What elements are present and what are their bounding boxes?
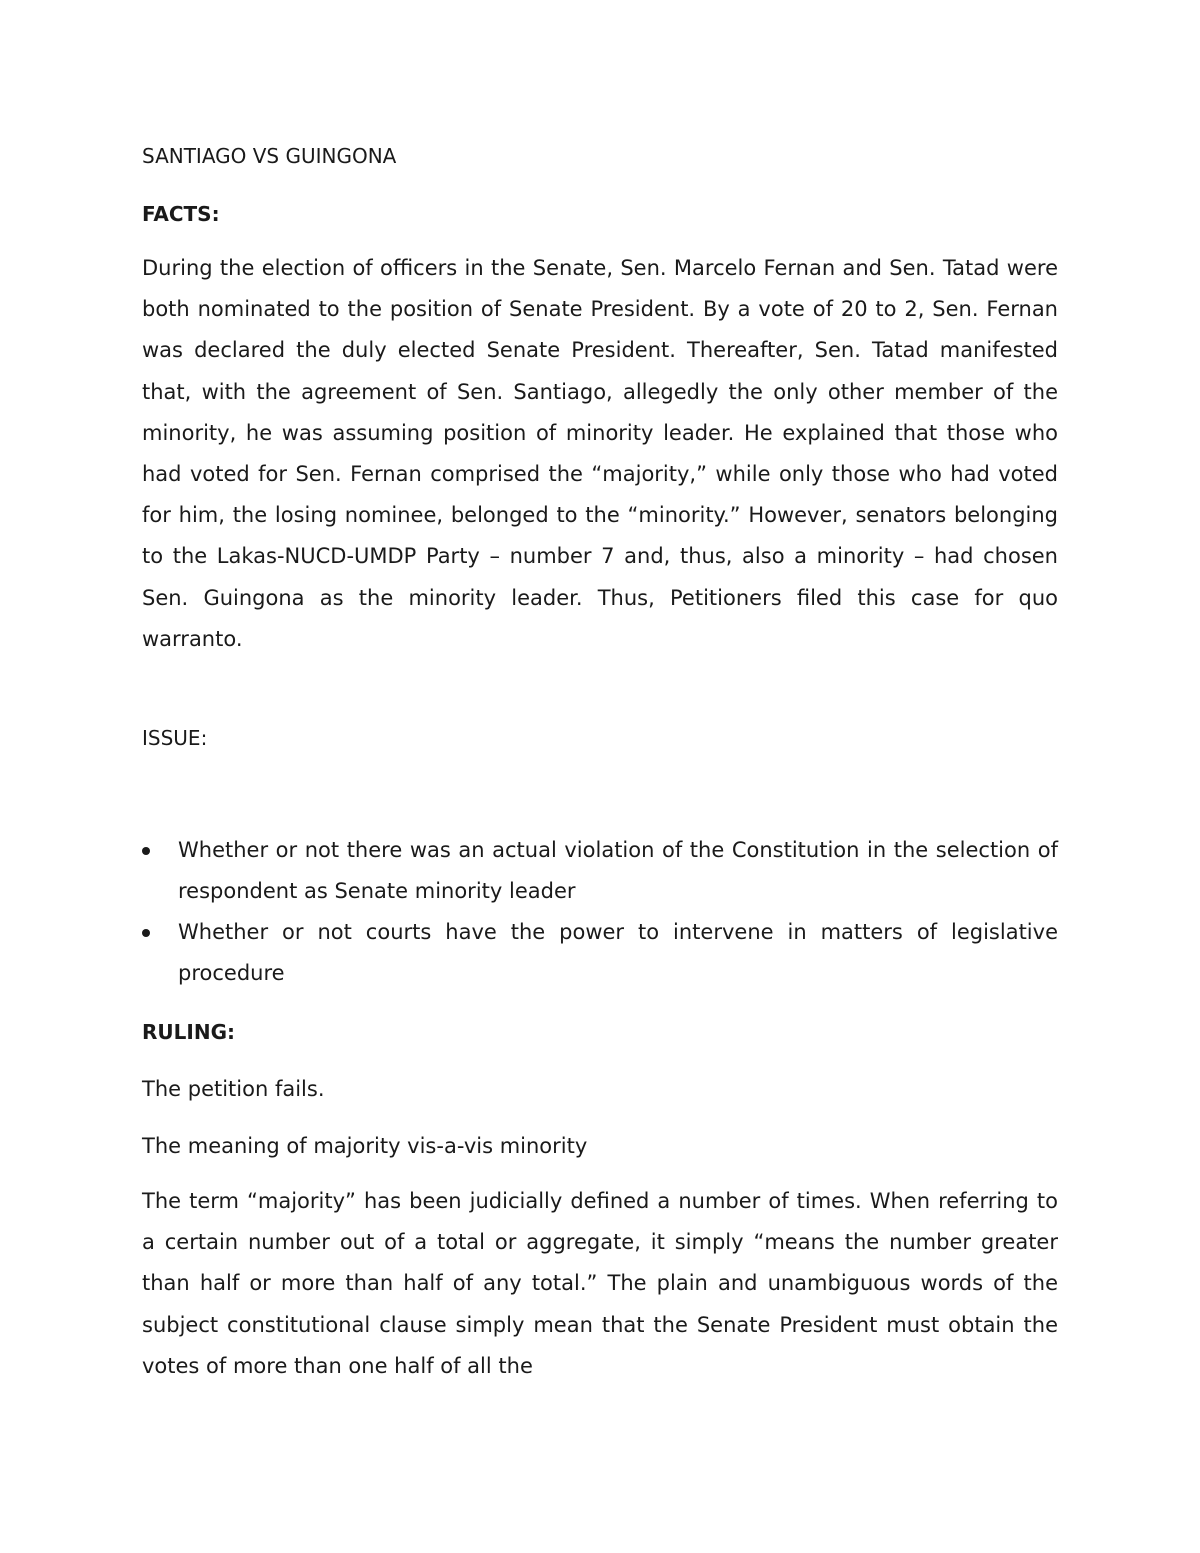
facts-heading: FACTS: [142,202,220,226]
document-title: SANTIAGO VS GUINGONA [142,144,397,168]
issue-text: Whether or not there was an actual violation of the Constitution in the selection of respondent as Senate minority leader [178,838,1058,903]
ruling-heading: RULING: [142,1020,235,1044]
issue-list [142,830,1058,994]
ruling-subheading: The meaning of majority vis-a-vis minority [142,1134,588,1158]
issue-text: Whether or not courts have the power to intervene in matters of legislative procedure [178,920,1058,985]
bullet-icon [142,929,150,937]
ruling-paragraph: The term “majority” has been judicially defined a number of times. When referring to a certain number out of a total or aggregate, it simply “means the number greater than half or more than half of any total.” The plain and unambiguous words of the subject constitutional clause simply mean that the Senate President must obtain the votes of more than one half of all the [142,1189,1058,1378]
issue-list-item [142,830,1058,912]
facts-paragraph: During the election of officers in the Senate, Sen. Marcelo Fernan and Sen. Tatad were both nominated to the position of Senate President. By a vote of 20 to 2, Sen. Fernan was declared the duly elected Senate President. Thereafter, Sen. Tatad manifested that, with the agreement of Sen. Santiago, allegedly the only other member of the minority, he was assuming position of minority leader. He explained that those who had voted for Sen. Fernan comprised the “majority,” while only those who had voted for him, the losing nominee, belonged to the “minority.” However, senators belonging to the Lakas-NUCD-UMDP Party – number 7 and, thus, also a minority – had chosen Sen. Guingona as the minority leader. Thus, Petitioners filed this case for quo warranto. [142,256,1058,651]
issue-list-item [142,912,1058,994]
issue-heading: ISSUE: [142,726,208,750]
bullet-icon [142,847,150,855]
ruling-statement: The petition fails. [142,1077,325,1101]
